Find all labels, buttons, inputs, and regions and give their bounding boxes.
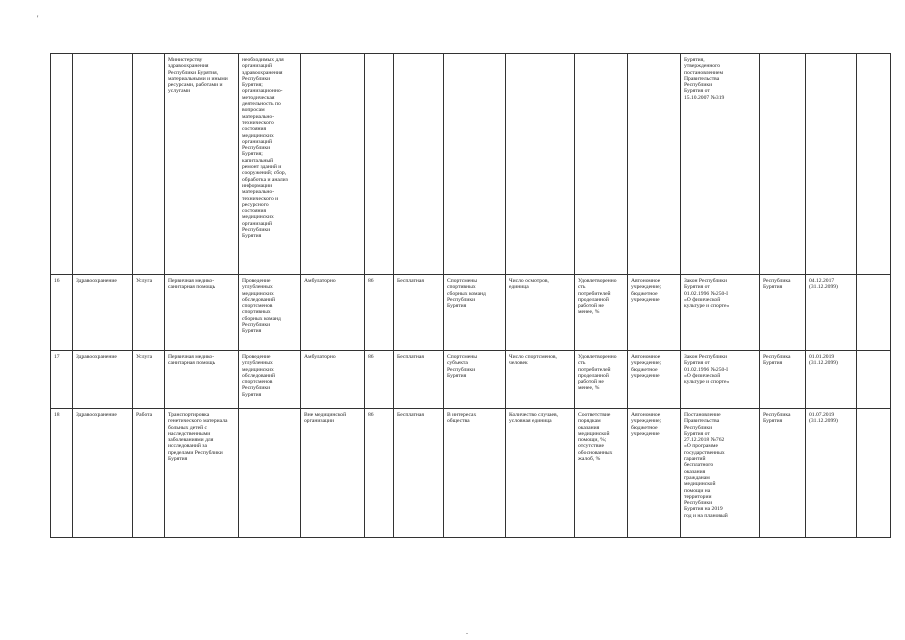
table-row	[51, 54, 891, 275]
cell-quality: Удовлетворенно сть потребителей проделанной работой не менее, %	[575, 351, 628, 409]
cell-institution: Автономное учреждение; бюджетное учреждение	[628, 351, 681, 409]
cell-authority: Республика Бурятия	[760, 275, 806, 351]
cell-condition: Амбулаторно	[301, 351, 365, 409]
cell-consumers: Спортсмены субъекта Республики Бурятия	[444, 351, 506, 409]
cell-paid	[394, 54, 444, 275]
cell-volume	[506, 54, 575, 275]
cell-num: 17	[51, 351, 73, 409]
cell-content	[239, 409, 301, 538]
scan-mark: '	[37, 14, 39, 23]
cell-content: необходимых для организаций здравоохранения Республики Бурятия; организационно- методическая деятельность по вопросам материально- технического состояния медицинских организаций Республики Бурятия; капитальный ремонт зданий и сооружений; сбор, обработка и анализ информации материально- технического и ресурсного состояния медицинских организаций Республики Бурятия	[239, 54, 301, 275]
cell-name: Транспортировка генетического материала больных детей с наследственными заболеваниями для исследований за пределами Республики Бурятия	[165, 409, 239, 538]
cell-volume: Число осмотров, единица	[506, 275, 575, 351]
cell-code: 86	[365, 275, 394, 351]
cell-quality: Удовлетворенно сть потребителей проделанной работой не менее, %	[575, 275, 628, 351]
cell-consumers: В интересах общества	[444, 409, 506, 538]
cell-type	[133, 54, 165, 275]
cell-authority	[760, 54, 806, 275]
cell-volume: Число спортсменов, человек	[506, 351, 575, 409]
cell-extra	[857, 54, 891, 275]
cell-condition: Вне медицинской организации	[301, 409, 365, 538]
cell-institution: Автономное учреждение; бюджетное учреждение	[628, 275, 681, 351]
cell-date: 01.01.2019 (31.12.2099)	[806, 351, 857, 409]
cell-law: Бурятия, утвержденного постановлением Правительства Республики Бурятия от 15.10.2007 №319	[681, 54, 760, 275]
cell-content: Проведение углубленных медицинских обследований спортсменов Республики Бурятия	[239, 351, 301, 409]
cell-date: 01.07.2019 (31.12.2099)	[806, 409, 857, 538]
cell-institution: Автономное учреждение; бюджетное учреждение	[628, 409, 681, 538]
cell-consumers: Спортсмены спортивных сборных команд Республики Бурятия	[444, 275, 506, 351]
cell-date: 04.12.2017 (31.12.2099)	[806, 275, 857, 351]
cell-sphere: Здравоохранение	[73, 275, 133, 351]
cell-law: Постановление Правительства Республики Бурятия от 27.12.2018 №762 «О программе государственных гарантий бесплатного оказания гражданам медицинской помощи на территории Республики Бурятия на 2019 год и на плановый	[681, 409, 760, 538]
cell-code: 86	[365, 409, 394, 538]
cell-paid: Бесплатная	[394, 409, 444, 538]
cell-extra	[857, 409, 891, 538]
cell-sphere	[73, 54, 133, 275]
cell-name: Министерству здравоохранения Республики Бурятия, материальными и иными ресурсами, работами и услугами	[165, 54, 239, 275]
table-row	[51, 351, 891, 409]
cell-paid: Бесплатная	[394, 351, 444, 409]
cell-name: Первичная медико- санитарная помощь	[165, 351, 239, 409]
cell-type: Работа	[133, 409, 165, 538]
cell-volume: Количество случаев, условная единица	[506, 409, 575, 538]
cell-extra	[857, 351, 891, 409]
cell-num	[51, 54, 73, 275]
cell-condition	[301, 54, 365, 275]
cell-type: Услуга	[133, 275, 165, 351]
cell-authority: Республика Бурятия	[760, 409, 806, 538]
cell-consumers	[444, 54, 506, 275]
cell-code: 86	[365, 351, 394, 409]
cell-date	[806, 54, 857, 275]
cell-quality	[575, 54, 628, 275]
cell-authority: Республика Бурятия	[760, 351, 806, 409]
cell-law: Закон Республики Бурятия от 01.02.1996 №250-I «О физической культуре и спорте»	[681, 275, 760, 351]
cell-condition: Амбулаторно	[301, 275, 365, 351]
cell-type: Услуга	[133, 351, 165, 409]
cell-name: Первичная медико- санитарная помощь	[165, 275, 239, 351]
registry-table	[50, 53, 891, 538]
cell-law: Закон Республики Бурятия от 01.02.1996 №250-I «О физической культуре и спорте»	[681, 351, 760, 409]
cell-content: Проведение углубленных медицинских обследований спортсменов спортивных сборных команд Республики Бурятия	[239, 275, 301, 351]
cell-extra	[857, 275, 891, 351]
cell-num: 16	[51, 275, 73, 351]
cell-sphere: Здравоохранение	[73, 351, 133, 409]
cell-institution	[628, 54, 681, 275]
cell-code	[365, 54, 394, 275]
cell-paid: Бесплатная	[394, 275, 444, 351]
table-row	[51, 275, 891, 351]
cell-num: 18	[51, 409, 73, 538]
cell-sphere: Здравоохранение	[73, 409, 133, 538]
table-row	[51, 409, 891, 538]
scan-mark: .	[466, 627, 468, 636]
cell-quality: Соответствие порядкам оказания медицинской помощи, %; отсутствие обоснованных жалоб, %	[575, 409, 628, 538]
